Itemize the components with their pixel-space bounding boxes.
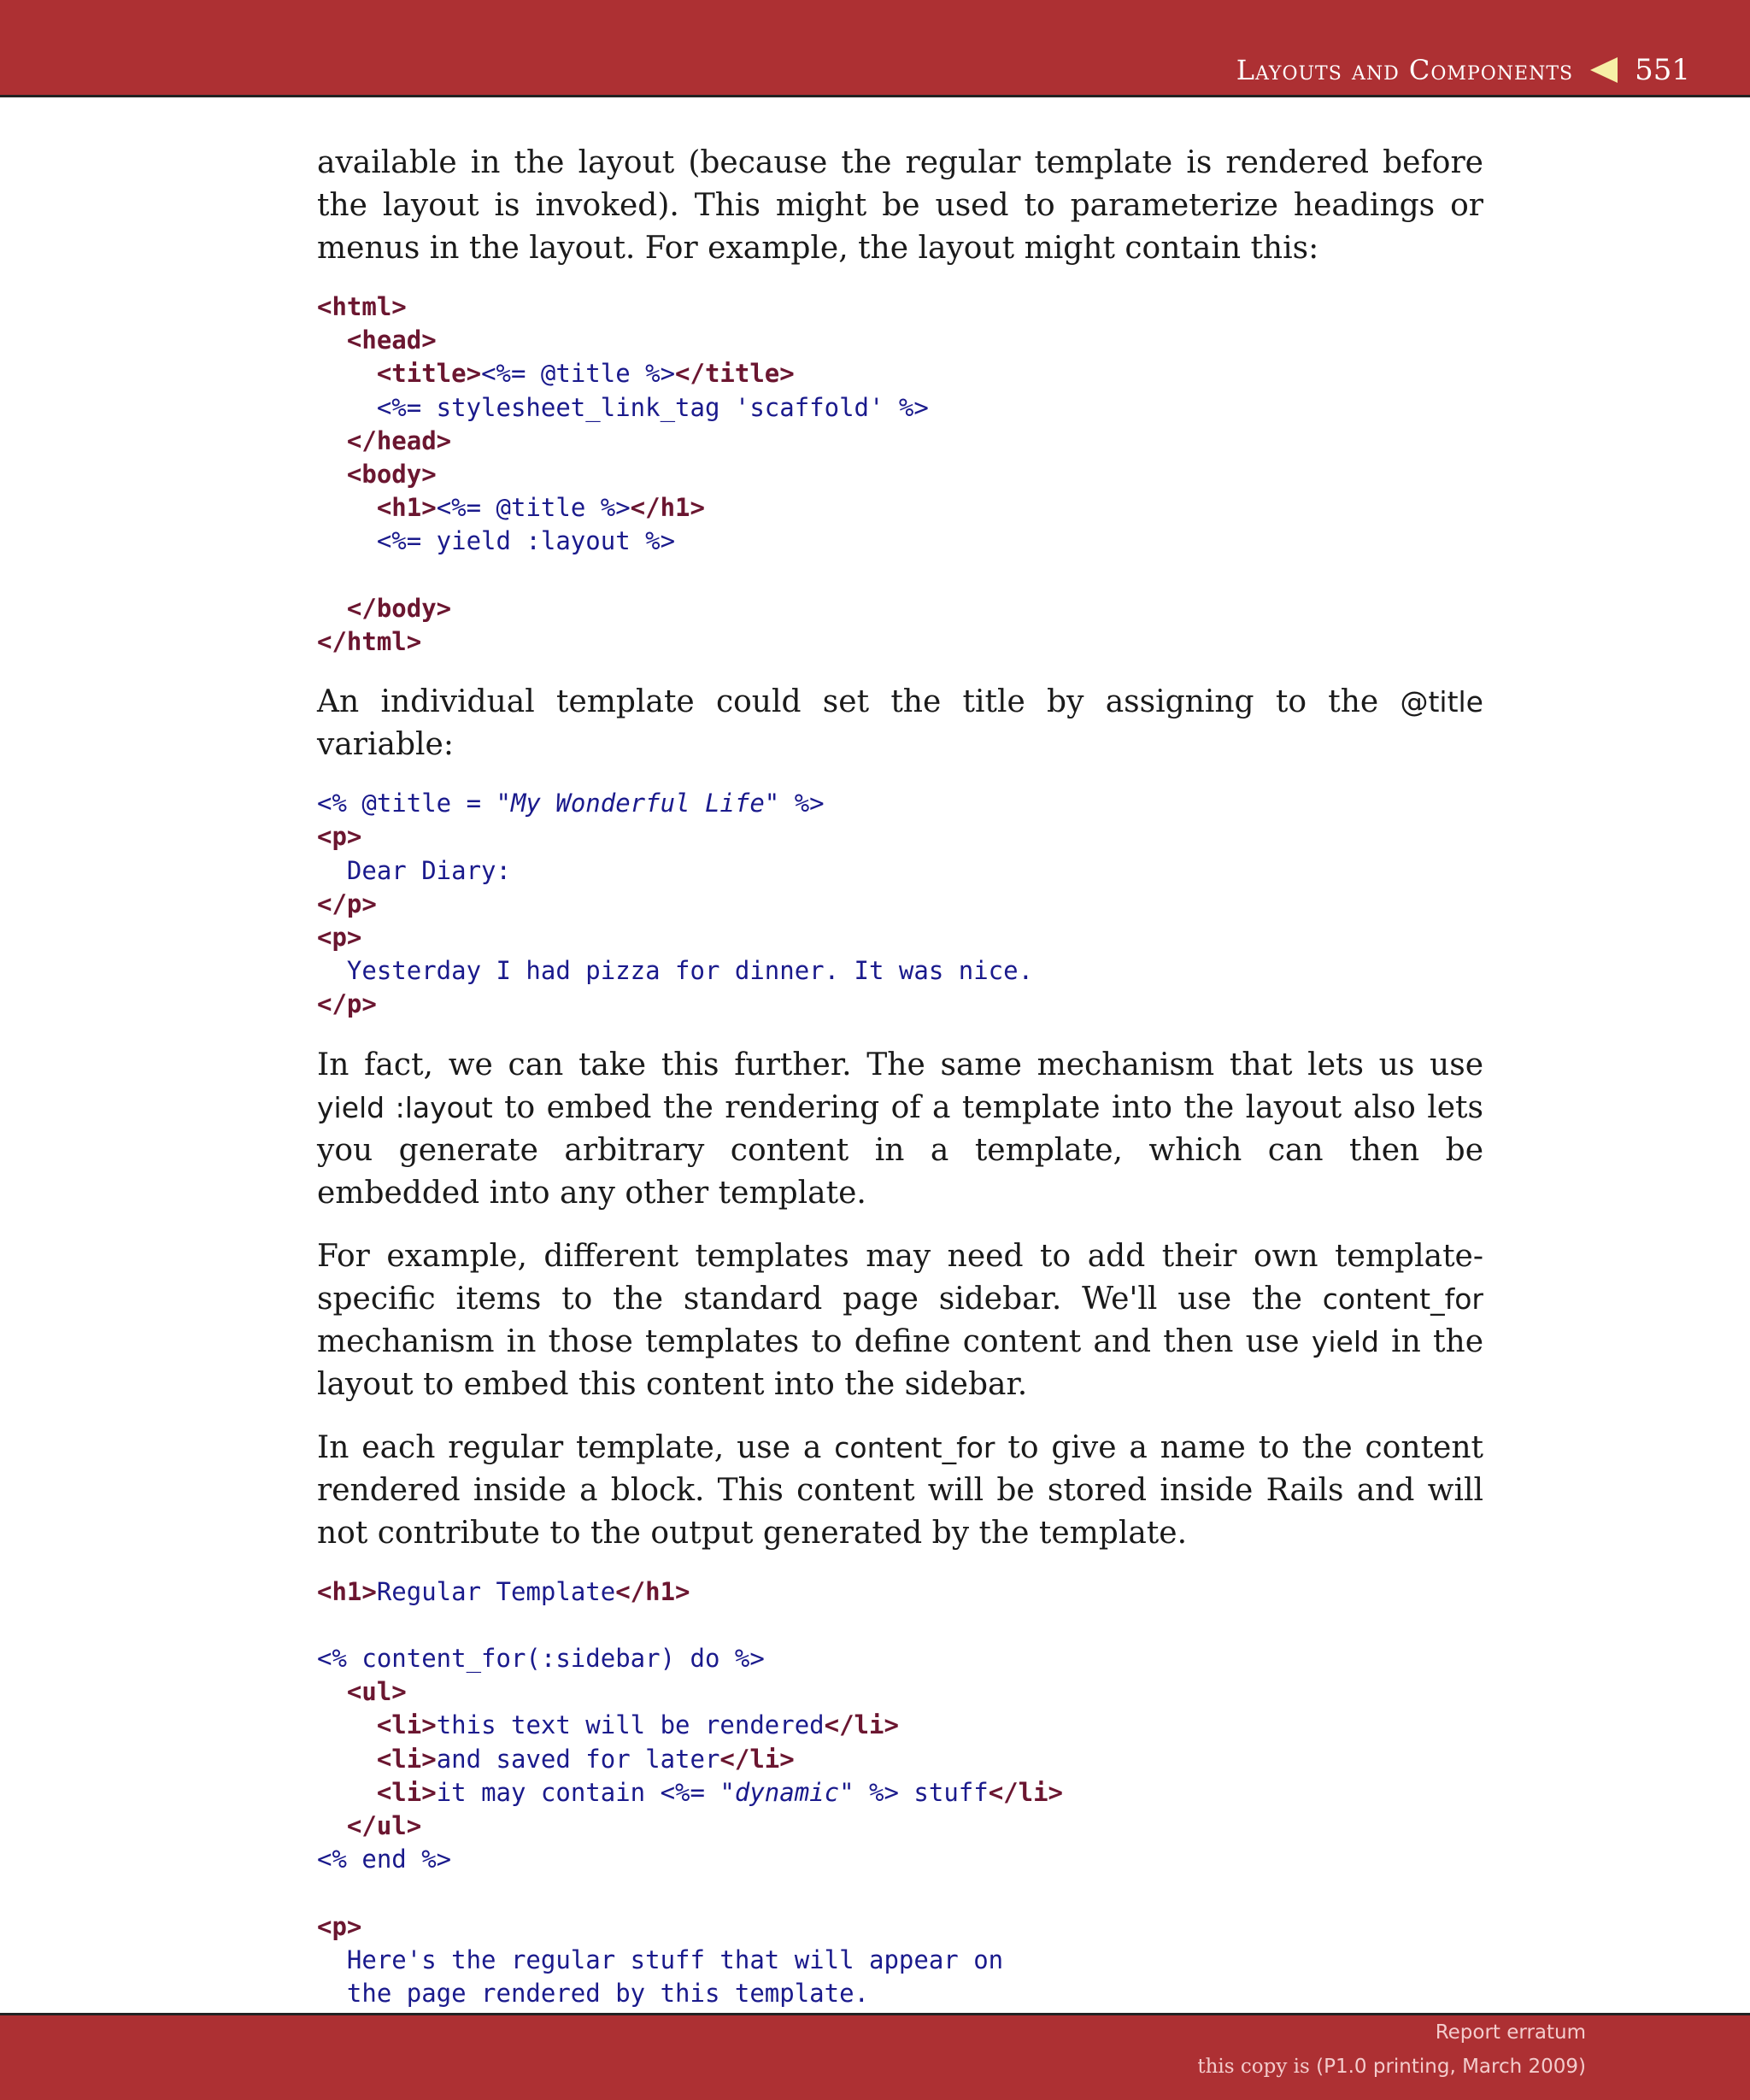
code-line: <title><%= @title %></title> (376, 359, 795, 389)
paragraph-2-text-a: An individual template could set the title by assigning to the (317, 684, 1401, 720)
paragraph-1: available in the layout (because the regular template is rendered before the layout is invoked). This might be used to parameterize headings or menus in the layout. For example, the layout might contain this: (317, 145, 1483, 266)
code-line: </p> (317, 989, 377, 1019)
paragraph-4-text-c: in the layout to embed this content into the sidebar. (317, 1323, 1483, 1402)
code-line: </ul> (346, 1811, 422, 1841)
paragraph-2 (317, 681, 1483, 766)
code-line: <h1>Regular Template</h1> (317, 1576, 690, 1606)
code-line: <body> (346, 460, 437, 490)
code-line: Here's the regular stuff that will appear on (317, 1945, 1004, 1974)
code-listing-template (317, 787, 1483, 1021)
paragraph-4-text-a: For example, different templates may need to add their own template-specific items to the standard page sidebar. We'll use the (317, 1238, 1483, 1317)
paragraph-4-text-b: mechanism in those templates to define content and then use (317, 1323, 1312, 1359)
code-line: the page rendered by this template. (317, 1979, 870, 2009)
code-line: <p> (317, 822, 362, 852)
copy-prefix: this copy is (1197, 2056, 1317, 2078)
inline-code-content-for: content_for (1322, 1282, 1483, 1316)
page-content (317, 142, 1483, 2067)
code-line: <li>it may contain <%= "dynamic" %> stuff</li> (376, 1777, 1064, 1807)
code-line: <% @title = "My Wonderful Life" %> (317, 789, 825, 818)
code-line: Dear Diary: (317, 855, 511, 885)
inline-code-yield: yield (1311, 1324, 1379, 1358)
printing-info: (P1.0 printing, March 2009) (1316, 2056, 1586, 2078)
code-line: <h1><%= @title %></h1> (376, 493, 705, 523)
paragraph-5 (317, 1427, 1483, 1555)
report-erratum-link[interactable]: Report erratum (1435, 2021, 1586, 2044)
code-line: <li>this text will be rendered</li> (376, 1710, 899, 1740)
paragraph-2-text-b: variable: (317, 727, 454, 763)
code-listing-content-for (317, 1575, 1483, 2044)
code-line (317, 1876, 1483, 1909)
code-line (317, 559, 1483, 592)
paragraph-4 (317, 1235, 1483, 1406)
code-line: <head> (346, 326, 437, 355)
code-line: </body> (346, 593, 452, 623)
inline-code-title: @title (1400, 685, 1483, 719)
code-line (317, 1609, 1483, 1642)
code-line: </head> (346, 425, 452, 455)
code-line: <% end %> (317, 1845, 452, 1874)
code-line: Yesterday I had pizza for dinner. It was nice. (317, 956, 1034, 986)
code-line: <%= yield :layout %> (317, 526, 676, 556)
code-line: <html> (317, 292, 407, 321)
paragraph-5-text-a: In each regular template, use a (317, 1429, 835, 1465)
code-line: </html> (317, 627, 422, 657)
code-listing-layout (317, 290, 1483, 659)
copy-note (1197, 2056, 1586, 2078)
code-line: <ul> (346, 1677, 407, 1707)
paragraph-5-text-b: to give a name to the content rendered inside a block. This content will be stored inside Rails and will not contribute to the output generated by the template. (317, 1429, 1484, 1551)
section-title: Layouts and Components (1236, 54, 1574, 86)
code-line: <p> (317, 923, 362, 953)
code-line: <p> (317, 1911, 362, 1941)
paragraph-3-text-a: In fact, we can take this further. The same mechanism that lets us use (317, 1047, 1483, 1082)
running-head (1236, 53, 1690, 87)
left-arrow-icon (1590, 57, 1618, 83)
code-line: <%= stylesheet_link_tag 'scaffold' %> (317, 392, 929, 422)
code-line: <li>and saved for later</li> (376, 1744, 795, 1774)
code-line: <% content_for(:sidebar) do %> (317, 1644, 765, 1674)
inline-code-content-for-2: content_for (834, 1430, 995, 1464)
paragraph-3 (317, 1044, 1483, 1215)
paragraph-3-text-b: to embed the rendering of a template into the layout also lets you generate arbitrary content in a template, which can then be embedded into any other template. (317, 1089, 1483, 1211)
page-number: 551 (1635, 53, 1690, 87)
inline-code-yield-layout: yield :layout (317, 1090, 493, 1124)
code-line: </p> (317, 889, 377, 918)
